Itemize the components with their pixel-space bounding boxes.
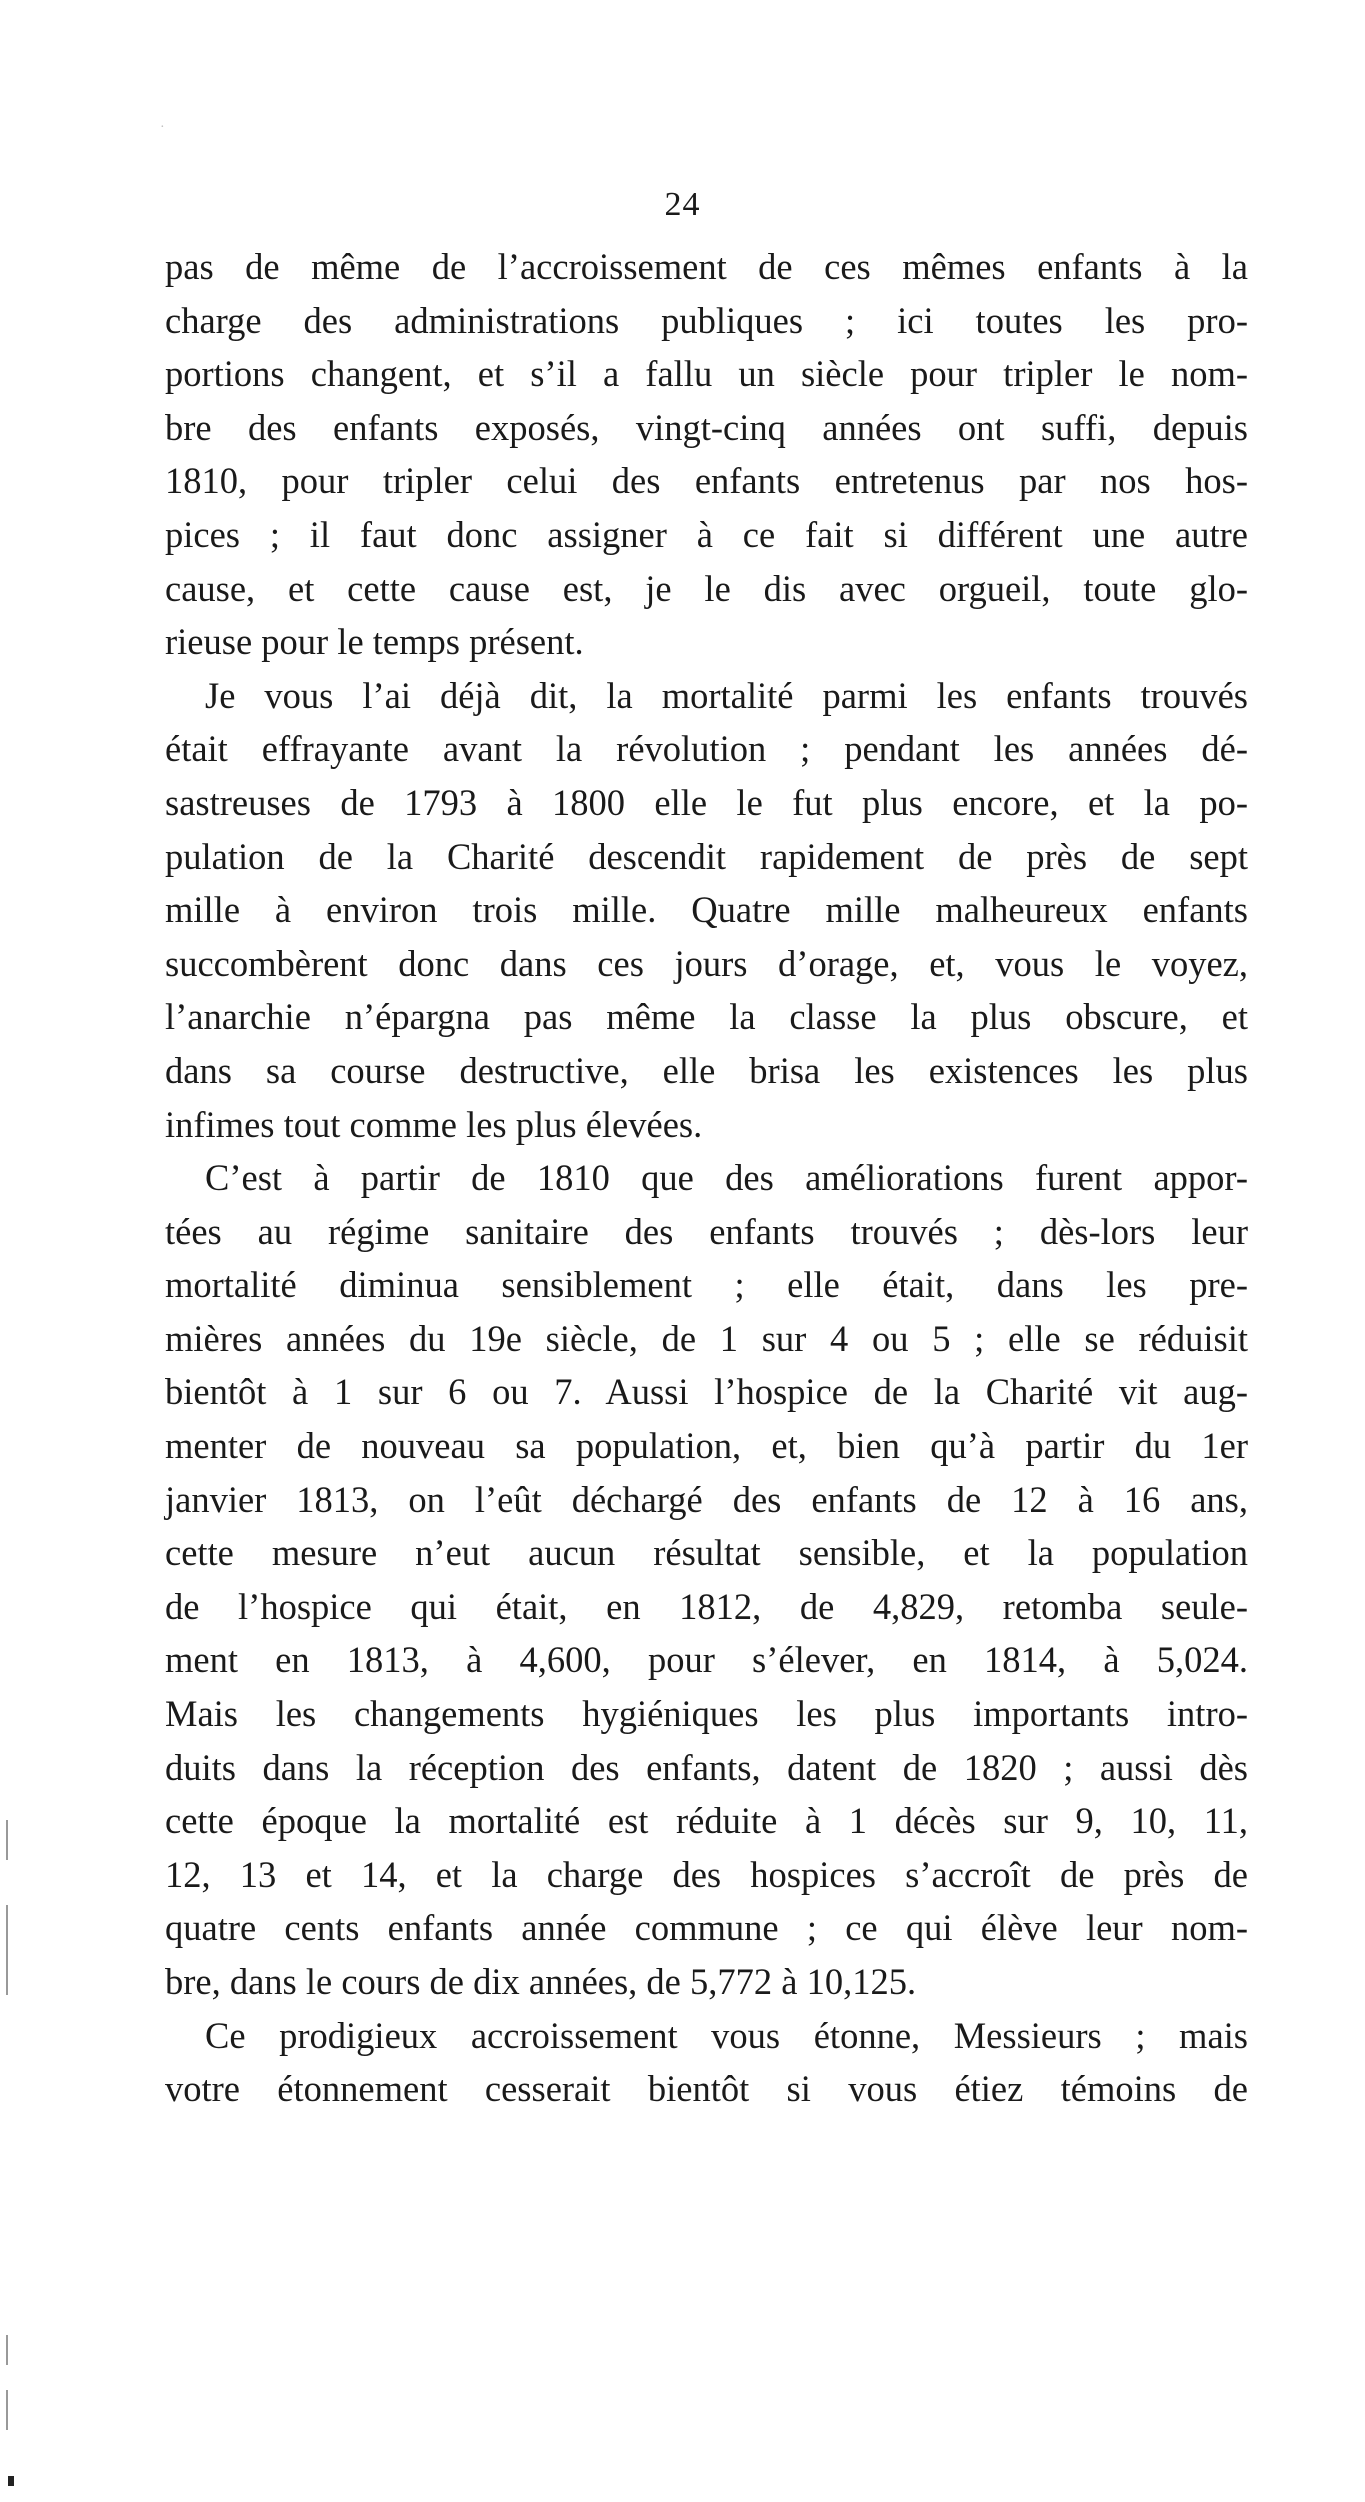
text-line: cause, et cette cause est, je le dis avec orgueil, toute glo-	[165, 567, 1248, 609]
text-line: mille à environ trois mille. Quatre mille malheureux enfants	[165, 889, 1248, 931]
text-line: menter de nouveau sa population, et, bien qu’à partir du 1er	[165, 1425, 1248, 1467]
scan-margin-mark	[6, 2335, 8, 2365]
text-line: 1810, pour tripler celui des enfants entretenus par nos hos-	[165, 460, 1248, 502]
text-line: pices ; il faut donc assigner à ce fait si différent une autre	[165, 513, 1248, 555]
paper-speck: ·	[160, 120, 165, 135]
scan-margin-mark	[6, 1820, 8, 1860]
text-line: duits dans la réception des enfants, datent de 1820 ; aussi dès	[165, 1746, 1248, 1788]
paragraph-3	[165, 1151, 1248, 2009]
text-line: dans sa course destructive, elle brisa les existences les plus	[165, 1049, 1248, 1091]
paragraph-4	[165, 2009, 1248, 2116]
text-line: était effrayante avant la révolution ; pendant les années dé-	[165, 728, 1248, 770]
text-line: C’est à partir de 1810 que des améliorations furent appor-	[205, 1157, 1248, 1199]
body-text	[165, 240, 1248, 2116]
page-number: 24	[664, 186, 701, 223]
text-line: Je vous l’ai déjà dit, la mortalité parmi les enfants trouvés	[205, 674, 1248, 716]
text-line: succombèrent donc dans ces jours d’orage, et, vous le voyez,	[165, 942, 1248, 984]
text-line: pas de même de l’accroissement de ces mêmes enfants à la	[165, 246, 1248, 287]
text-line: cette mesure n’eut aucun résultat sensible, et la population	[165, 1532, 1248, 1574]
text-line: portions changent, et s’il a fallu un siècle pour tripler le nom-	[165, 353, 1248, 395]
text-line: de l’hospice qui était, en 1812, de 4,829, retomba seule-	[165, 1585, 1248, 1627]
text-line: sastreuses de 1793 à 1800 elle le fut plus encore, et la po-	[165, 781, 1248, 823]
text-line: l’anarchie n’épargna pas même la classe la plus obscure, et	[165, 996, 1248, 1038]
text-line: bre, dans le cours de dix années, de 5,772 à 10,125.	[165, 1961, 917, 2002]
text-line: bre des enfants exposés, vingt-cinq années ont suffi, depuis	[165, 406, 1248, 448]
text-line: infimes tout comme les plus élevées.	[165, 1103, 703, 1145]
text-line: mières années du 19e siècle, de 1 sur 4 ou 5 ; elle se réduisit	[165, 1317, 1248, 1359]
text-line: tées au régime sanitaire des enfants trouvés ; dès-lors leur	[165, 1210, 1248, 1252]
text-line: charge des administrations publiques ; ici toutes les pro-	[165, 299, 1248, 341]
text-line: Mais les changements hygiéniques les plus importants intro-	[165, 1693, 1248, 1735]
text-line: bientôt à 1 sur 6 ou 7. Aussi l’hospice de la Charité vit aug-	[165, 1371, 1248, 1413]
paragraph-2	[165, 669, 1248, 1151]
text-line: cette époque la mortalité est réduite à 1 décès sur 9, 10, 11,	[165, 1800, 1248, 1842]
paragraph-1	[165, 240, 1248, 669]
text-line: mortalité diminua sensiblement ; elle était, dans les pre-	[165, 1264, 1248, 1306]
text-line: 12, 13 et 14, et la charge des hospices s’accroît de près de	[165, 1853, 1248, 1895]
scan-margin-mark	[6, 1905, 8, 1995]
text-line: quatre cents enfants année commune ; ce qui élève leur nom-	[165, 1907, 1248, 1949]
scan-margin-mark	[6, 2390, 8, 2430]
scan-edge-mark	[8, 2476, 14, 2486]
text-line: pulation de la Charité descendit rapidement de près de sept	[165, 835, 1248, 877]
text-line: votre étonnement cesserait bientôt si vous étiez témoins de	[165, 2068, 1248, 2110]
text-line: janvier 1813, on l’eût déchargé des enfants de 12 à 16 ans,	[165, 1478, 1248, 1520]
text-line: ment en 1813, à 4,600, pour s’élever, en 1814, à 5,024.	[165, 1639, 1248, 1681]
text-line: rieuse pour le temps présent.	[165, 621, 584, 663]
text-line: Ce prodigieux accroissement vous étonne, Messieurs ; mais	[205, 2014, 1248, 2056]
